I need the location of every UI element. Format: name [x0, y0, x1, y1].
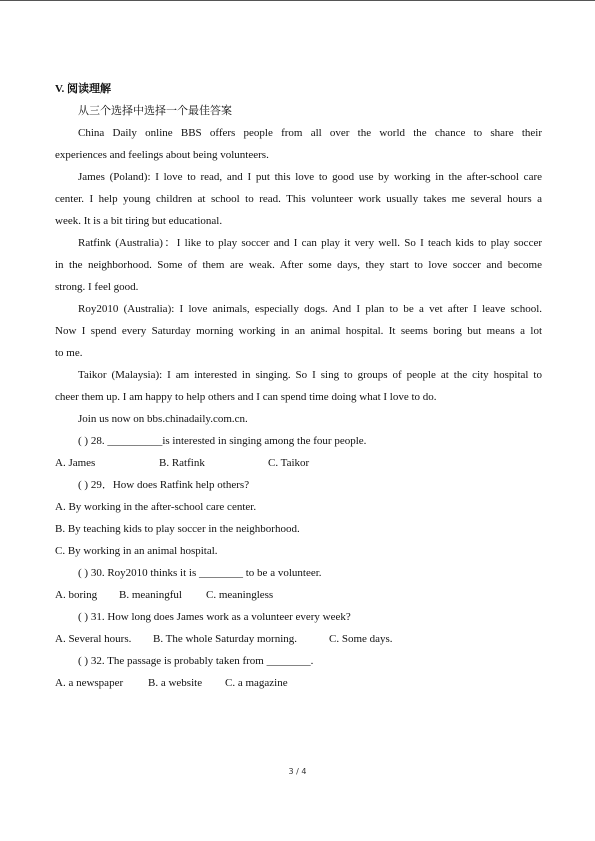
- question-28-option-c: C. Taikor: [268, 457, 310, 469]
- question-31-options: [55, 628, 542, 650]
- top-rule: [0, 0, 595, 1]
- passage-intro-line-2: experiences and feelings about being volunteers.: [55, 149, 269, 161]
- question-32-options: [55, 672, 542, 694]
- question-32-stem: ( ) 32. The passage is probably taken from ________.: [78, 655, 314, 667]
- question-29-option-a: A. By working in the after-school care center.: [55, 501, 257, 513]
- passage-taikor-line-1: Taikor (Malaysia): I am interested in singing. So I sing to groups of people at the city hospital to: [78, 369, 542, 381]
- passage-ratfink-line-2: in the neighborhood. Some of them are weak. After some days, they start to love soccer and become: [55, 259, 542, 271]
- question-32-option-b: B. a website: [148, 677, 203, 689]
- question-32-option-c: C. a magazine: [225, 677, 288, 689]
- question-30-option-b: B. meaningful: [119, 589, 182, 601]
- section-heading: V. 阅读理解: [55, 83, 112, 95]
- question-31-option-b: B. The whole Saturday morning.: [153, 633, 297, 645]
- question-29-option-c: C. By working in an animal hospital.: [55, 545, 218, 557]
- question-29-option-b: B. By teaching kids to play soccer in the neighborhood.: [55, 523, 300, 535]
- passage-roy-line-3: to me.: [55, 347, 83, 359]
- page-number: 3 / 4: [288, 767, 307, 776]
- question-32-option-a: A. a newspaper: [55, 677, 124, 689]
- passage-james-line-2: center. I help young children at school to read. This volunteer work usually takes me several hours a: [55, 193, 542, 205]
- question-30-stem: ( ) 30. Roy2010 thinks it is ________ to be a volunteer.: [78, 567, 322, 579]
- page-content: [55, 78, 542, 694]
- passage-roy-line-1: Roy2010 (Australia): I love animals, especially dogs. And I plan to be a vet after I leave school.: [78, 303, 542, 315]
- section-instruction: 从三个选择中选择一个最佳答案: [78, 105, 232, 117]
- question-30-options: [55, 584, 542, 606]
- question-28-options: [55, 452, 542, 474]
- question-29-stem: ( ) 29．How does Ratfink help others?: [78, 479, 250, 491]
- passage-ratfink-line-3: strong. I feel good.: [55, 281, 139, 293]
- question-31-option-a: A. Several hours.: [55, 633, 132, 645]
- question-31-stem: ( ) 31. How long does James work as a volunteer every week?: [78, 611, 351, 623]
- question-28-stem: ( ) 28. __________is interested in singing among the four people.: [78, 435, 367, 447]
- question-28-option-b: B. Ratfink: [159, 457, 205, 469]
- question-30-option-c: C. meaningless: [206, 589, 274, 601]
- passage-intro-line-1: China Daily online BBS offers people from all over the world the chance to share their: [78, 127, 542, 139]
- passage-taikor-line-2: cheer them up. I am happy to help others and I can spend time doing what I love to do.: [55, 391, 437, 403]
- question-28-option-a: A. James: [55, 457, 96, 469]
- passage-james-line-3: week. It is a bit tiring but educational.: [55, 215, 223, 227]
- passage-closing: Join us now on bbs.chinadaily.com.cn.: [78, 413, 248, 425]
- passage-james-line-1: James (Poland): I love to read, and I put this love to good use by working in the after-school care: [78, 171, 542, 183]
- passage-roy-line-2: Now I spend every Saturday morning working in an animal hospital. It seems boring but means a lot: [55, 325, 542, 337]
- passage-ratfink-line-1: Ratfink (Australia)：I like to play soccer and I can play it very well. So I teach kids to play soccer: [78, 237, 542, 249]
- question-30-option-a: A. boring: [55, 589, 98, 601]
- question-31-option-c: C. Some days.: [329, 633, 393, 645]
